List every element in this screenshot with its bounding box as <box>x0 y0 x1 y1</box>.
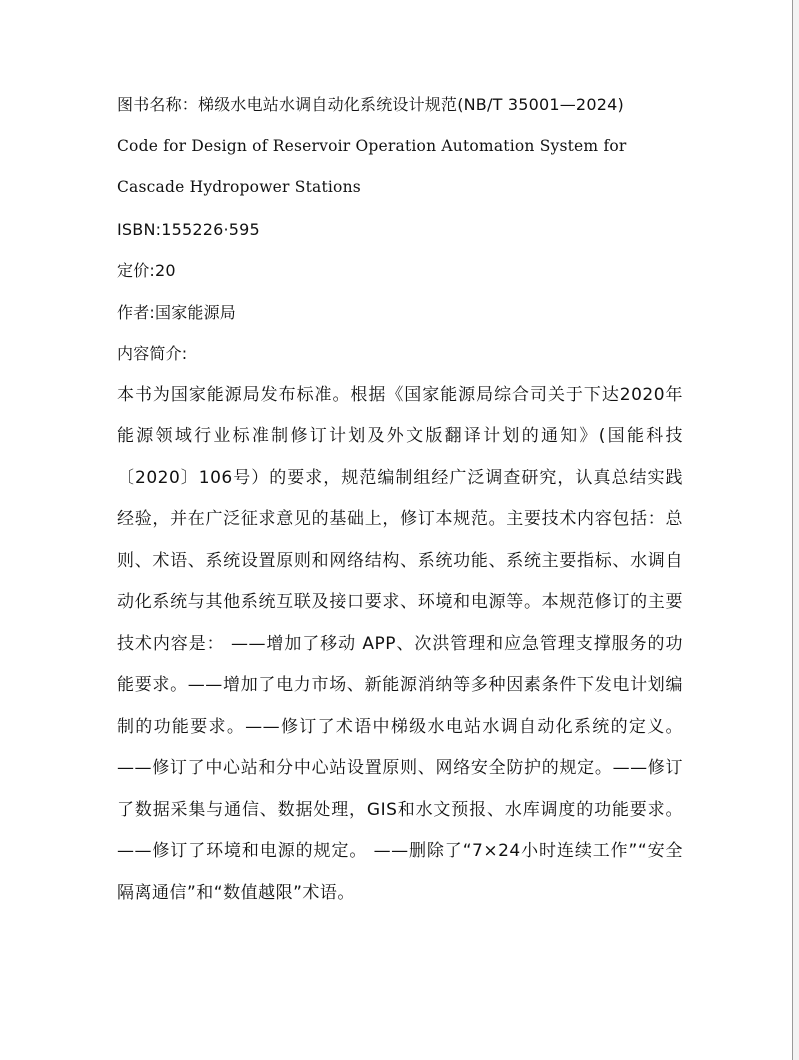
author: 作者:国家能源局 <box>117 302 236 322</box>
price: 定价:20 <box>117 261 176 280</box>
summary-label: 内容简介: <box>117 344 188 363</box>
english-title-line-1: Code for Design of Reservoir Operation Automation System for <box>117 136 627 155</box>
summary-text: 本书为国家能源局发布标准。根据《国家能源局综合司关于下达2020年能源领域行业标准制修订计划及外文版翻译计划的通知》(国能科技〔2020〕106号）的要求，规范编制组经广泛调查研究，认真总结实践经验，并在广泛征求意见的基础上，修订本规范。主要技术内容包括：总则、术语、系统设置原则和网络结构、系统功能、系统主要指标、水调自动化系统与其他系统互联及接口要求、环境和电源等。本规范修订的主要技术内容是： ——增加了移动 APP、次洪管理和应急管理支撑服务的功能要求。——增加了电力市场、新能源消纳等多种因素条件下发电计划编制的功能要求。——修订了术语中梯级水电站水调自动化系统的定义。 ——修订了中心站和分中心站设置原则、网络安全防护的规定。——修订了数据采集与通信、数据处理，GIS和水文预报、水库调度的功能要求。——修订了环境和电源的规定。 ——删除了“7×24小时连续工作”“安全隔离通信”和“数值越限”术语。 <box>117 384 683 903</box>
book-title: 图书名称：梯级水电站水调自动化系统设计规范(NB/T 35001—2024) <box>117 95 624 114</box>
isbn: ISBN:155226·595 <box>117 219 260 239</box>
english-title-line-2: Cascade Hydropower Stations <box>117 178 361 196</box>
page-edge-scrollbar <box>792 0 799 1060</box>
book-info <box>117 84 687 914</box>
